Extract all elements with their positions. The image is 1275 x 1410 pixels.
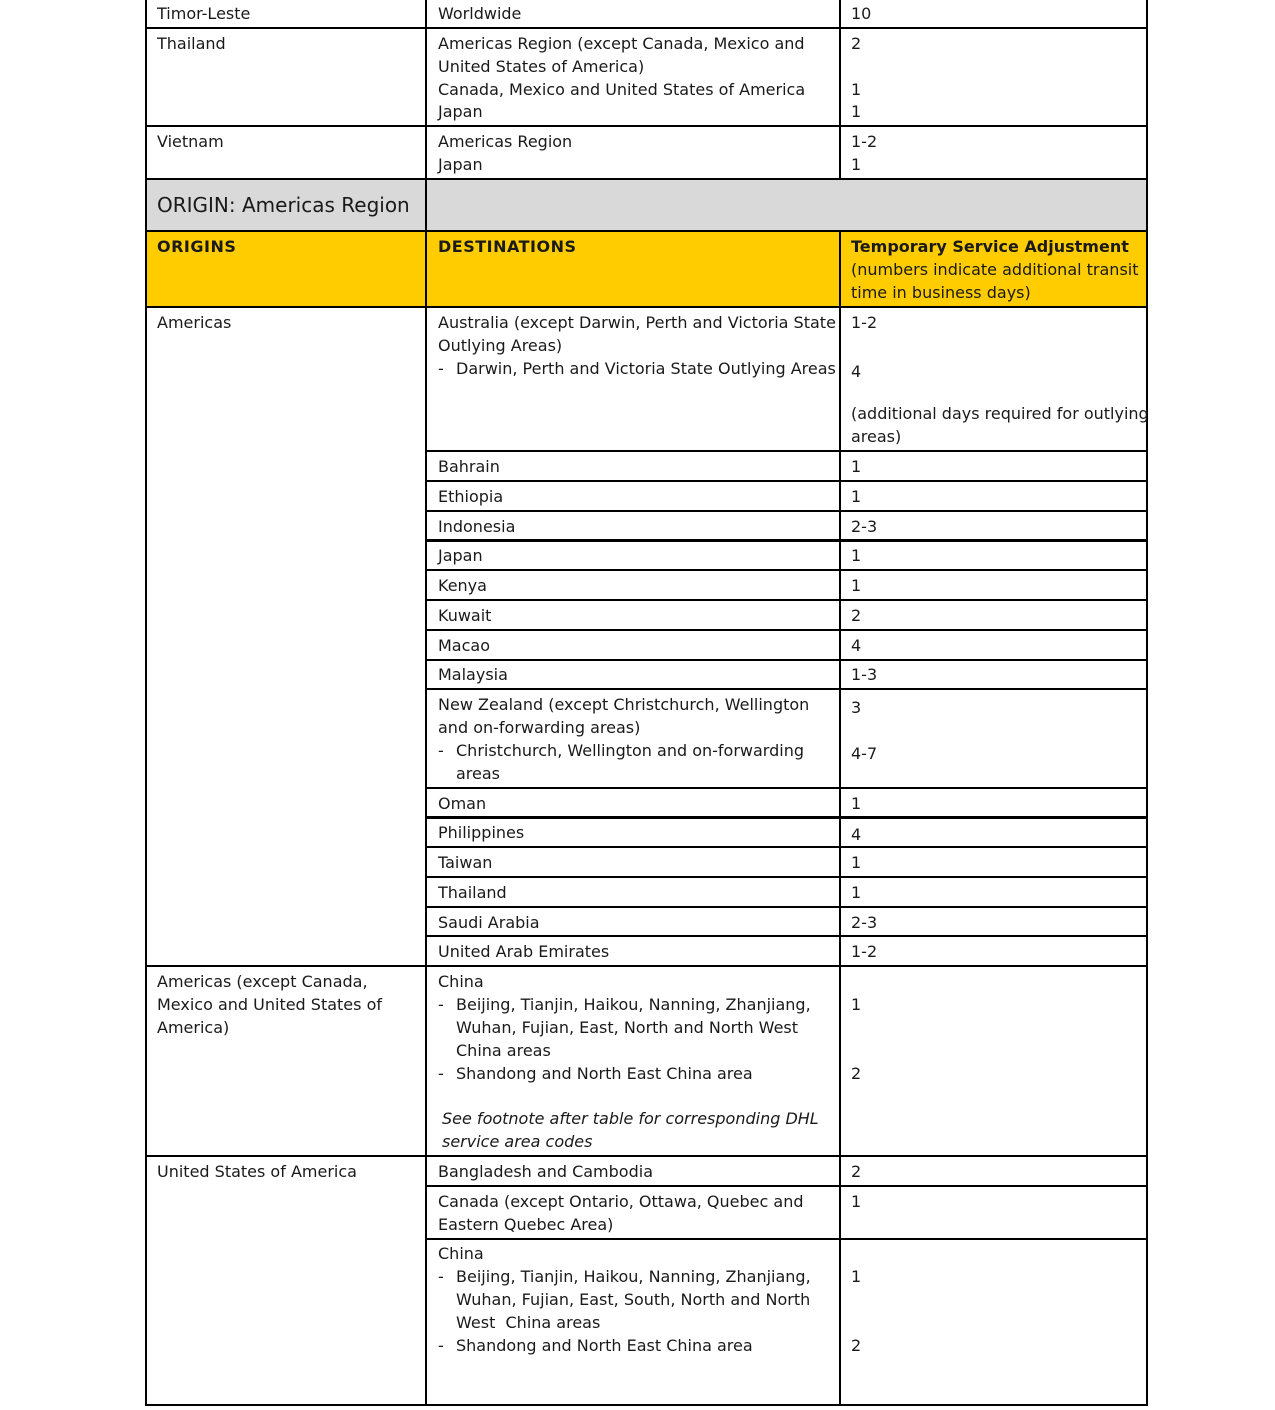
value-cell: 4 <box>851 636 862 655</box>
value-cell: 1 <box>851 80 862 99</box>
header-adjustment-note: time in business days) <box>851 283 1031 302</box>
origin-cell: Timor-Leste <box>157 4 251 23</box>
header-origins: ORIGINS <box>157 237 237 256</box>
destination-cell: Americas Region <box>438 132 573 151</box>
row-divider <box>147 1155 1146 1157</box>
row-divider <box>425 480 1146 482</box>
row-divider <box>147 178 1146 180</box>
value-cell: 2-3 <box>851 517 878 536</box>
row-divider <box>425 935 1146 937</box>
destination-cell: China <box>438 972 484 991</box>
destination-subarea: areas <box>456 764 501 783</box>
column-divider <box>425 0 427 1406</box>
row-divider <box>147 306 1146 308</box>
destination-cell: Bangladesh and Cambodia <box>438 1162 653 1181</box>
destination-cell: United States of America) <box>438 57 645 76</box>
destination-cell: Australia (except Darwin, Perth and Victoria State <box>438 313 836 332</box>
value-cell: 1 <box>851 102 862 121</box>
value-cell: 1-2 <box>851 942 878 961</box>
destination-cell: Oman <box>438 794 487 813</box>
value-cell: 2 <box>851 606 862 625</box>
row-divider <box>147 965 1146 967</box>
destination-cell: Philippines <box>438 823 525 842</box>
section-header-band <box>147 179 1146 231</box>
destination-subarea: West China areas <box>456 1313 601 1332</box>
value-cell: 1 <box>851 883 862 902</box>
value-cell: 3 <box>851 698 862 717</box>
value-cell: 1 <box>851 1192 862 1211</box>
bullet-dash: - <box>438 359 444 378</box>
destination-cell: Taiwan <box>438 853 493 872</box>
section-title: ORIGIN: Americas Region <box>157 193 410 217</box>
row-divider <box>425 876 1146 878</box>
header-destinations: DESTINATIONS <box>438 237 577 256</box>
bullet-dash: - <box>438 1336 444 1355</box>
footnote-reference: See footnote after table for corresponding DHL <box>442 1109 819 1128</box>
row-divider <box>147 27 1146 29</box>
destination-cell: Macao <box>438 636 490 655</box>
destination-subarea: Shandong and North East China area <box>456 1064 753 1083</box>
header-adjustment-title: Temporary Service Adjustment <box>851 237 1129 256</box>
destination-subarea: Wuhan, Fujian, East, North and North West <box>456 1018 799 1037</box>
value-cell: 4-7 <box>851 744 878 763</box>
row-divider <box>425 816 1146 819</box>
value-cell: 1-3 <box>851 665 878 684</box>
destination-subarea: Beijing, Tianjin, Haikou, Nanning, Zhanjiang, <box>456 995 811 1014</box>
destination-cell: Japan <box>438 546 483 565</box>
value-cell: 1-2 <box>851 313 878 332</box>
destination-cell: China <box>438 1244 484 1263</box>
row-divider <box>425 787 1146 789</box>
destination-cell: Canada (except Ontario, Ottawa, Quebec and <box>438 1192 804 1211</box>
bullet-dash: - <box>438 741 444 760</box>
destination-cell: Ethiopia <box>438 487 504 506</box>
origin-cell: Thailand <box>157 34 226 53</box>
value-cell: 4 <box>851 825 862 844</box>
value-cell: 10 <box>851 4 872 23</box>
row-divider <box>425 906 1146 908</box>
destination-cell: New Zealand (except Christchurch, Wellington <box>438 695 810 714</box>
destination-cell: Japan <box>438 102 483 121</box>
row-divider <box>147 125 1146 127</box>
value-cell: 2 <box>851 1162 862 1181</box>
value-cell: 1 <box>851 995 862 1014</box>
bullet-dash: - <box>438 1064 444 1083</box>
destination-cell: Americas Region (except Canada, Mexico and <box>438 34 805 53</box>
row-divider <box>425 846 1146 848</box>
header-adjustment-note: (numbers indicate additional transit <box>851 260 1139 279</box>
row-divider <box>425 599 1146 601</box>
destination-cell: Thailand <box>438 883 507 902</box>
row-divider <box>425 510 1146 512</box>
row-divider <box>425 629 1146 631</box>
row-divider <box>425 1185 1146 1187</box>
value-cell: 1 <box>851 457 862 476</box>
transit-adjustment-table <box>145 0 1148 1406</box>
origin-cell: Americas (except Canada, <box>157 972 368 991</box>
value-cell: 1 <box>851 487 862 506</box>
value-cell: 1 <box>851 576 862 595</box>
destination-cell: Worldwide <box>438 4 522 23</box>
destination-subarea: China areas <box>456 1041 551 1060</box>
destination-cell: Indonesia <box>438 517 516 536</box>
destination-cell: United Arab Emirates <box>438 942 610 961</box>
value-cell: 4 <box>851 362 862 381</box>
value-cell: 1 <box>851 1267 862 1286</box>
value-cell: 1-2 <box>851 132 878 151</box>
destination-cell: Kuwait <box>438 606 492 625</box>
destination-cell: Bahrain <box>438 457 500 476</box>
value-cell: 2 <box>851 1064 862 1083</box>
origin-cell: Mexico and United States of <box>157 995 382 1014</box>
row-divider <box>425 688 1146 690</box>
destination-subarea: Christchurch, Wellington and on-forwarding <box>456 741 804 760</box>
value-note: (additional days required for outlying <box>851 404 1149 423</box>
destination-cell: and on-forwarding areas) <box>438 718 641 737</box>
destination-cell: Japan <box>438 155 483 174</box>
destination-cell: Kenya <box>438 576 487 595</box>
value-cell: 1 <box>851 853 862 872</box>
row-divider <box>425 539 1146 542</box>
value-note: areas) <box>851 427 902 446</box>
value-cell: 1 <box>851 546 862 565</box>
bullet-dash: - <box>438 995 444 1014</box>
value-cell: 2-3 <box>851 913 878 932</box>
destination-subarea: Shandong and North East China area <box>456 1336 753 1355</box>
value-cell: 2 <box>851 34 862 53</box>
row-divider <box>425 450 1146 452</box>
footnote-reference: service area codes <box>442 1132 593 1151</box>
value-cell: 1 <box>851 794 862 813</box>
destination-cell: Saudi Arabia <box>438 913 540 932</box>
origin-cell: United States of America <box>157 1162 357 1181</box>
row-divider <box>425 659 1146 661</box>
bullet-dash: - <box>438 1267 444 1286</box>
destination-subarea: Darwin, Perth and Victoria State Outlying Areas <box>456 359 836 378</box>
row-divider <box>147 230 1146 232</box>
destination-cell: Canada, Mexico and United States of America <box>438 80 806 99</box>
origin-cell: America) <box>157 1018 230 1037</box>
origin-cell: Americas <box>157 313 232 332</box>
origin-cell: Vietnam <box>157 132 224 151</box>
row-divider <box>425 1238 1146 1240</box>
destination-subarea: Beijing, Tianjin, Haikou, Nanning, Zhanjiang, <box>456 1267 811 1286</box>
destination-subarea: Wuhan, Fujian, East, South, North and North <box>456 1290 811 1309</box>
value-cell: 1 <box>851 155 862 174</box>
destination-cell: Malaysia <box>438 665 508 684</box>
destination-cell: Outlying Areas) <box>438 336 563 355</box>
row-divider <box>425 569 1146 571</box>
destination-cell: Eastern Quebec Area) <box>438 1215 614 1234</box>
value-cell: 2 <box>851 1336 862 1355</box>
